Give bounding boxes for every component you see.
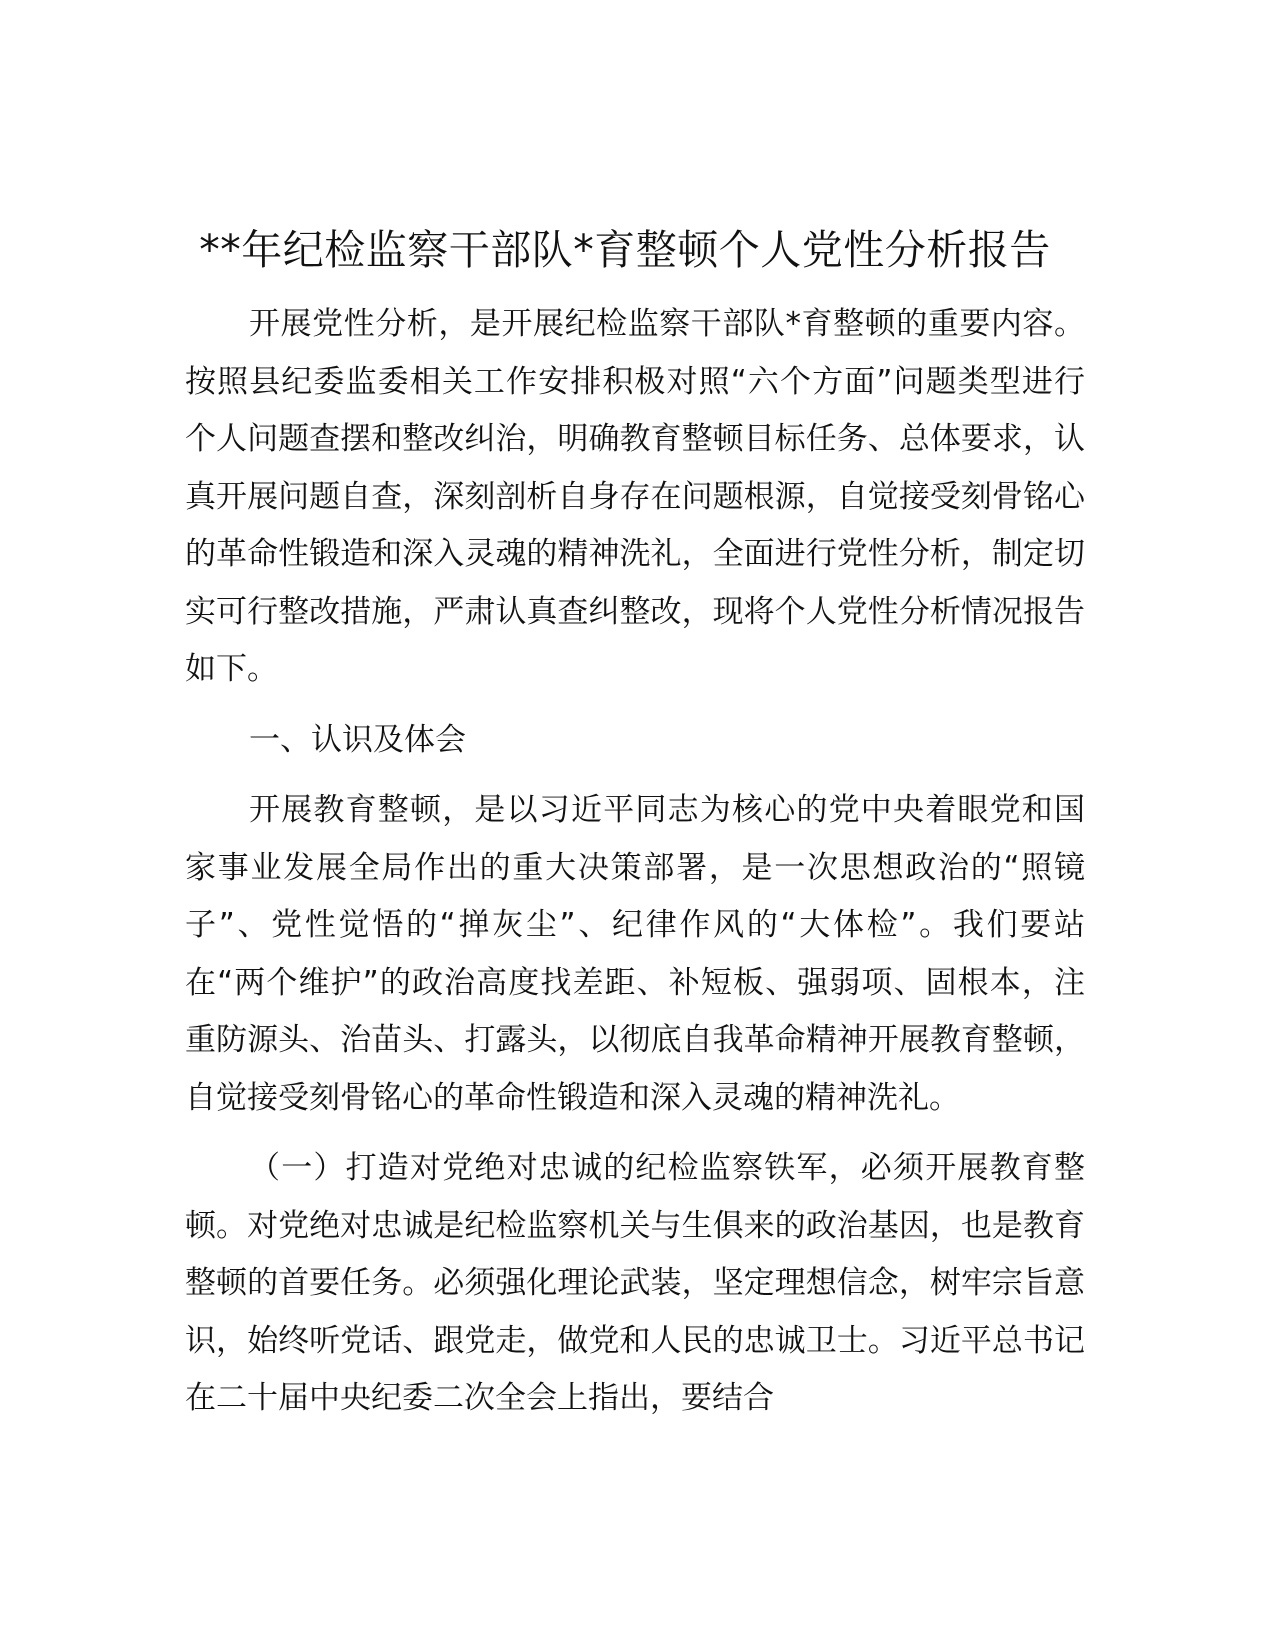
document-title: **年纪检监察干部队*育整顿个人党性分析报告: [199, 226, 1051, 274]
document-body: [185, 296, 1085, 1428]
section-heading-understanding: 一、认识及体会: [249, 721, 466, 758]
intro-paragraph: 开展党性分析，是开展纪检监察干部队*育整顿的重要内容。按照县纪委监委相关工作安排积极对照“六个方面”问题类型进行个人问题查摆和整改纠治，明确教育整顿目标任务、总体要求，认真开展问题自查，深刻剖析自身存在问题根源，自觉接受刻骨铭心的革命性锻造和深入灵魂的精神洗礼，全面进行党性分析，制定切实可行整改措施，严肃认真查纠整改，现将个人党性分析情况报告如下。: [185, 306, 1085, 687]
understanding-paragraph: 开展教育整顿，是以习近平同志为核心的党中央着眼党和国家事业发展全局作出的重大决策部署，是一次思想政治的“照镜子”、党性觉悟的“掸灰尘”、纪律作风的“大体检”。我们要站在“两个维护”的政治高度找差距、补短板、强弱项、固根本，注重防源头、治苗头、打露头，以彻底自我革命精神开展教育整顿，自觉接受刻骨铭心的革命性锻造和深入灵魂的精神洗礼。: [185, 792, 1085, 1116]
subsection-one-paragraph: （一）打造对党绝对忠诚的纪检监察铁军，必须开展教育整顿。对党绝对忠诚是纪检监察机关与生俱来的政治基因，也是教育整顿的首要任务。必须强化理论武装，坚定理想信念，树牢宗旨意识，始终听党话、跟党走，做党和人民的忠诚卫士。习近平总书记在二十届中央纪委二次全会上指出，要结合: [185, 1150, 1085, 1416]
